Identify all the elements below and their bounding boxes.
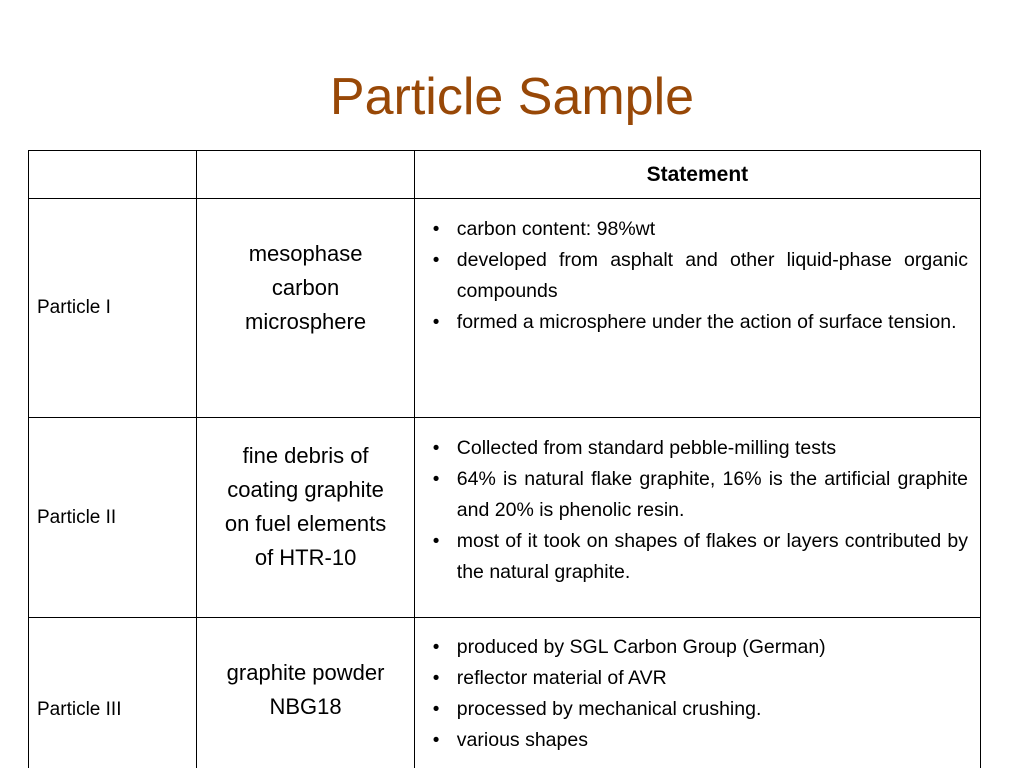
statement-list <box>427 632 968 756</box>
description-line: mesophase <box>248 241 363 266</box>
description-line: fine debris of <box>242 443 369 468</box>
bullet-icon: • <box>432 668 440 689</box>
slide-title: Particle Sample <box>329 68 695 126</box>
statement-item <box>427 214 968 245</box>
statement-item <box>427 307 968 338</box>
description-line: carbon <box>271 275 340 300</box>
bullet-icon: • <box>432 699 440 720</box>
table-row <box>29 618 981 768</box>
bullet-icon: • <box>432 438 440 459</box>
bullet-icon: • <box>432 637 440 658</box>
particle-name: Particle I <box>29 199 197 418</box>
description-line: on fuel elements <box>224 511 387 536</box>
particle-name: Particle III <box>29 618 197 768</box>
particle-description <box>197 618 414 768</box>
statement-text: carbon content: 98%wt <box>456 218 656 240</box>
table-header-row <box>29 151 981 199</box>
bullet-icon: • <box>432 250 440 271</box>
header-cell-name <box>29 151 197 199</box>
particle-description <box>197 418 414 618</box>
statement-item <box>427 433 968 464</box>
particle-table <box>28 150 981 768</box>
description-line: coating graphite <box>227 477 384 502</box>
statement-text: Collected from standard pebble-milling tests <box>456 437 837 459</box>
particle-name: Particle II <box>29 418 197 618</box>
description-line: of HTR-10 <box>254 545 357 570</box>
table-row <box>29 199 981 418</box>
statement-text: processed by mechanical crushing. <box>456 698 762 720</box>
statement-text: reflector material of AVR <box>456 667 667 689</box>
description-line: NBG18 <box>269 694 342 719</box>
bullet-icon: • <box>432 219 440 240</box>
statement-item <box>427 725 968 756</box>
header-cell-description <box>197 151 414 199</box>
header-cell-statement: Statement <box>414 151 980 199</box>
statement-item <box>427 245 968 307</box>
statement-text: most of it took on shapes of flakes or layers contributed by the natural graphite. <box>456 530 968 583</box>
description-line: graphite powder <box>226 660 385 685</box>
statement-cell <box>414 618 980 768</box>
statement-text: various shapes <box>456 729 588 751</box>
bullet-icon: • <box>432 312 440 333</box>
statement-list <box>427 433 968 588</box>
table-row <box>29 418 981 618</box>
statement-text: formed a microsphere under the action of surface tension. <box>456 311 957 333</box>
statement-text: 64% is natural flake graphite, 16% is the artificial graphite and 20% is phenolic resin. <box>456 468 968 521</box>
statement-item <box>427 663 968 694</box>
statement-item <box>427 464 968 526</box>
statement-text: produced by SGL Carbon Group (German) <box>456 636 826 658</box>
statement-item <box>427 526 968 588</box>
bullet-icon: • <box>432 531 440 552</box>
bullet-icon: • <box>432 730 440 751</box>
description-line: microsphere <box>245 309 367 334</box>
statement-item <box>427 694 968 725</box>
statement-cell <box>414 199 980 418</box>
particle-description <box>197 199 414 418</box>
statement-text: developed from asphalt and other liquid-phase organic compounds <box>456 249 968 302</box>
statement-item <box>427 632 968 663</box>
statement-list <box>427 214 968 338</box>
statement-cell <box>414 418 980 618</box>
bullet-icon: • <box>432 469 440 490</box>
